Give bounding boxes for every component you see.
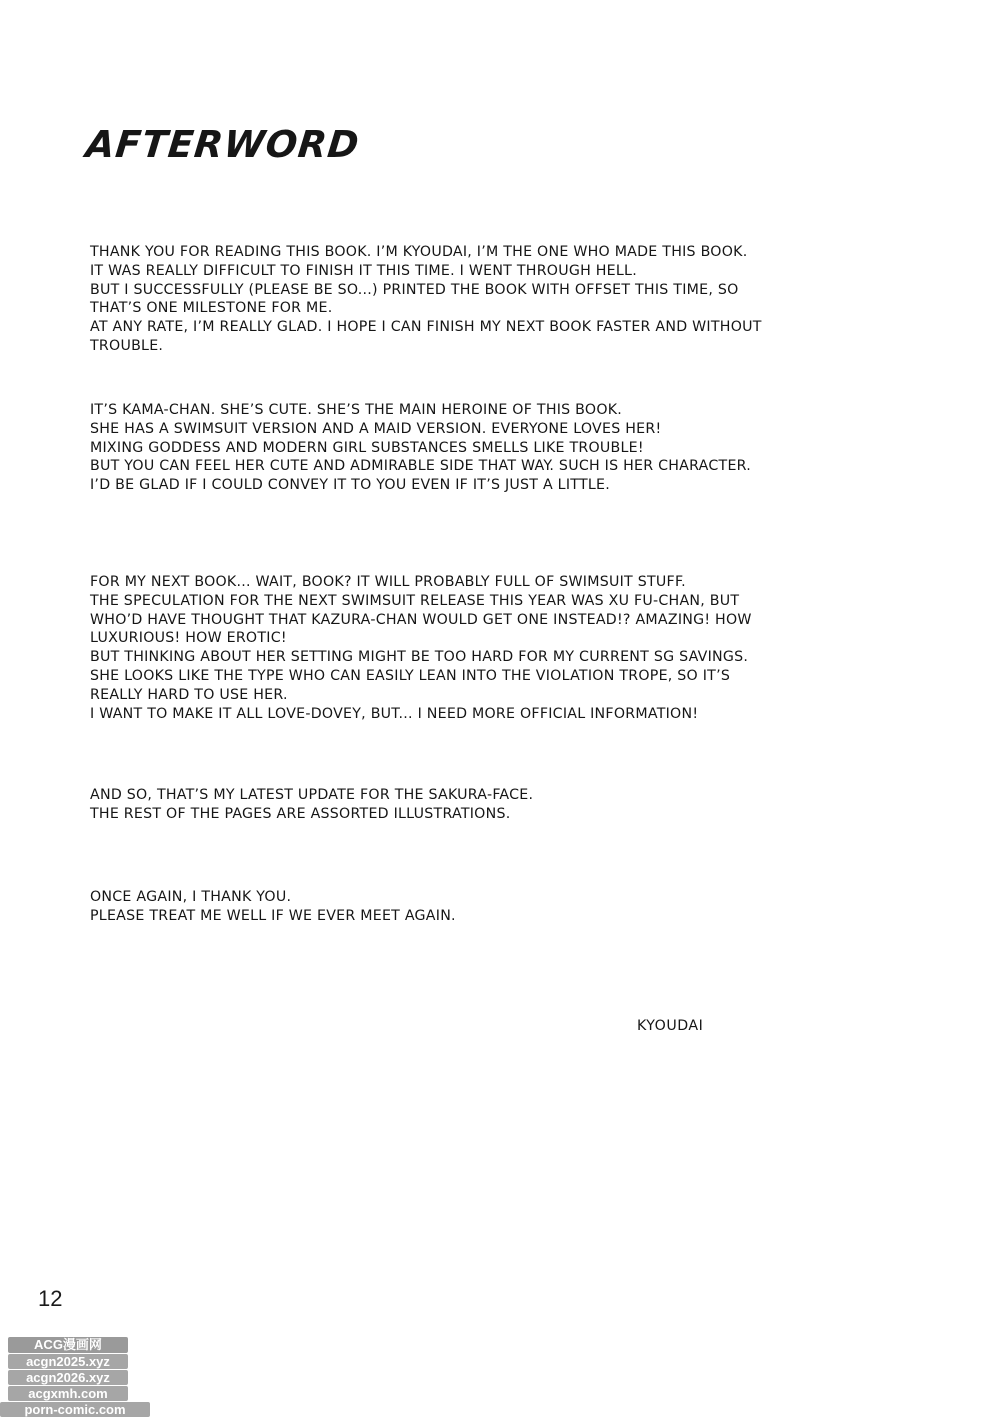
paragraph-closing xyxy=(90,888,456,926)
text-line: TROUBLE. xyxy=(90,337,164,354)
page-number: 12 xyxy=(38,1286,63,1311)
paragraph-next-book xyxy=(90,573,752,723)
text-line: WHO’D HAVE THOUGHT THAT KAZURA-CHAN WOULD GET ONE INSTEAD!? AMAZING! HOW xyxy=(90,611,752,628)
watermark-line: porn-comic.com xyxy=(0,1402,150,1417)
text-line: THAT’S ONE MILESTONE FOR ME. xyxy=(90,300,333,317)
text-line: BUT THINKING ABOUT HER SETTING MIGHT BE TOO HARD FOR MY CURRENT SG SAVINGS. xyxy=(90,649,749,666)
paragraph-update xyxy=(90,786,533,824)
text-line: FOR MY NEXT BOOK... WAIT, BOOK? IT WILL PROBABLY FULL OF SWIMSUIT STUFF. xyxy=(90,574,686,590)
text-line: MIXING GODDESS AND MODERN GIRL SUBSTANCES SMELLS LIKE TROUBLE! xyxy=(90,439,644,456)
text-line: IT WAS REALLY DIFFICULT TO FINISH IT THIS TIME. I WENT THROUGH HELL. xyxy=(90,262,637,279)
text-line: PLEASE TREAT ME WELL IF WE EVER MEET AGAIN. xyxy=(90,907,456,924)
text-line: BUT YOU CAN FEEL HER CUTE AND ADMIRABLE SIDE THAT WAY. SUCH IS HER CHARACTER. xyxy=(90,458,752,475)
text-line: AND SO, THAT’S MY LATEST UPDATE FOR THE SAKURA-FACE. xyxy=(90,787,534,803)
text-line: LUXURIOUS! HOW EROTIC! xyxy=(90,630,287,647)
text-line: REALLY HARD TO USE HER. xyxy=(90,686,288,703)
watermark-line: acgn2025.xyz xyxy=(8,1354,128,1369)
watermark-line: acgn2026.xyz xyxy=(8,1370,128,1385)
text-line: AT ANY RATE, I’M REALLY GLAD. I HOPE I CAN FINISH MY NEXT BOOK FASTER AND WITHOUT xyxy=(90,319,762,336)
page-title: AFTERWORD xyxy=(83,123,362,166)
watermark-line: acgxmh.com xyxy=(8,1386,128,1401)
paragraph-heroine xyxy=(90,401,751,495)
watermark xyxy=(0,1337,165,1417)
text-line: SHE HAS A SWIMSUIT VERSION AND A MAID VERSION. EVERYONE LOVES HER! xyxy=(90,420,662,437)
watermark-logo: ACG漫画网 xyxy=(8,1337,128,1353)
text-line: THE REST OF THE PAGES ARE ASSORTED ILLUSTRATIONS. xyxy=(90,805,511,822)
text-line: SHE LOOKS LIKE THE TYPE WHO CAN EASILY LEAN INTO THE VIOLATION TROPE, SO IT’S xyxy=(90,667,731,684)
text-line: BUT I SUCCESSFULLY (PLEASE BE SO...) PRINTED THE BOOK WITH OFFSET THIS TIME, SO xyxy=(90,281,739,298)
text-line: THANK YOU FOR READING THIS BOOK. I’M KYOUDAI, I’M THE ONE WHO MADE THIS BOOK. xyxy=(90,244,748,260)
paragraph-thanks xyxy=(90,243,762,356)
text-line: IT’S KAMA-CHAN. SHE’S CUTE. SHE’S THE MAIN HEROINE OF THIS BOOK. xyxy=(90,402,623,418)
author-signature: KYOUDAI xyxy=(637,1018,704,1034)
text-line: ONCE AGAIN, I THANK YOU. xyxy=(90,889,292,905)
text-line: I WANT TO MAKE IT ALL LOVE-DOVEY, BUT... I NEED MORE OFFICIAL INFORMATION! xyxy=(90,705,699,722)
text-line: I’D BE GLAD IF I COULD CONVEY IT TO YOU EVEN IF IT’S JUST A LITTLE. xyxy=(90,477,610,494)
text-line: THE SPECULATION FOR THE NEXT SWIMSUIT RELEASE THIS YEAR WAS XU FU-CHAN, BUT xyxy=(90,592,740,609)
